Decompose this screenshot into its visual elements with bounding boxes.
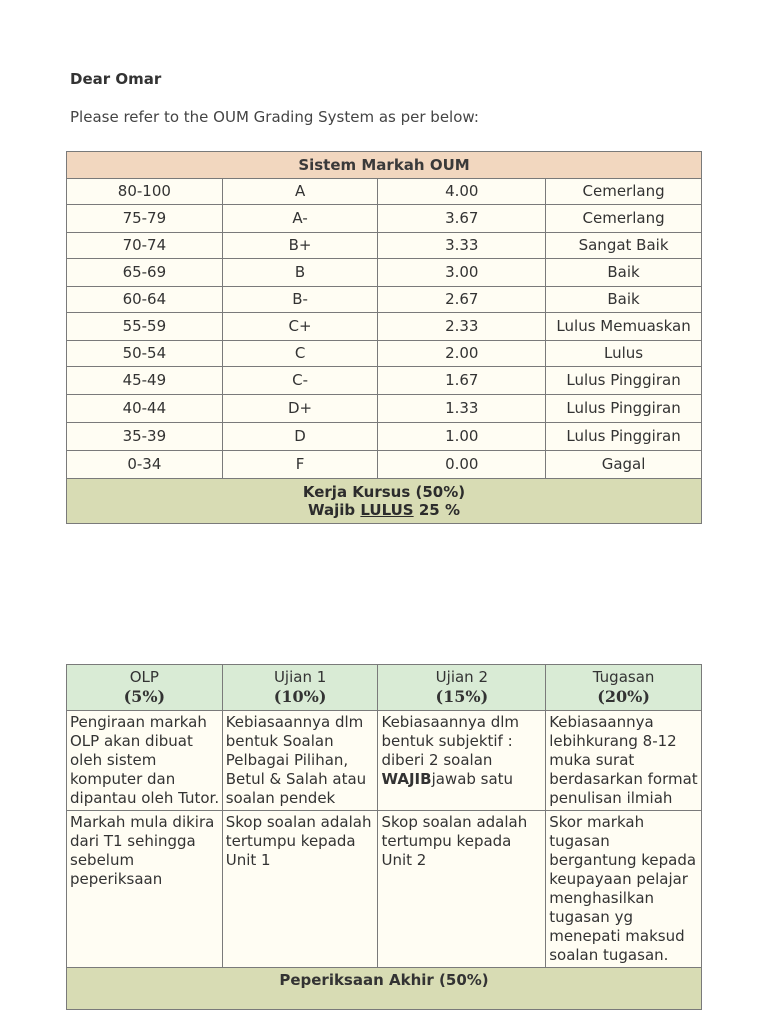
grade-point: 0.00 [378, 451, 546, 479]
grade: F [222, 451, 378, 479]
ujian-1-scope: Skop soalan adalah tertumpu kepada Unit 1 [222, 811, 378, 968]
grade: B+ [222, 233, 378, 259]
grading-table-header-row [67, 152, 702, 179]
grade: D [222, 423, 378, 451]
header-ujian-1 [222, 665, 378, 711]
mark-range: 60-64 [67, 287, 223, 313]
header-label: OLP [129, 668, 159, 686]
mark-range: 80-100 [67, 179, 223, 205]
grade-description: Lulus Memuaskan [546, 313, 702, 341]
grade-point: 1.67 [378, 367, 546, 395]
grade-point: 3.67 [378, 205, 546, 233]
header-label: Tugasan [592, 668, 655, 686]
ujian-2-scope: Skop soalan adalah tertumpu kepada Unit 2 [378, 811, 546, 968]
grade: C [222, 341, 378, 367]
grade-description: Lulus Pinggiran [546, 367, 702, 395]
mark-range: 40-44 [67, 395, 223, 423]
table-row [67, 811, 702, 968]
grade-point: 1.33 [378, 395, 546, 423]
lulus-label: LULUS [360, 501, 414, 519]
header-label: Ujian 1 [273, 668, 327, 686]
table-row [67, 205, 702, 233]
grade: B [222, 259, 378, 287]
header-percentage: (20%) [597, 687, 650, 706]
table-row [67, 341, 702, 367]
grade: D+ [222, 395, 378, 423]
table-row [67, 179, 702, 205]
wajib-emphasis: WAJIB [381, 770, 432, 788]
grade-point: 2.00 [378, 341, 546, 367]
mark-range: 65-69 [67, 259, 223, 287]
table-row [67, 287, 702, 313]
grade-description: Baik [546, 287, 702, 313]
table-row [67, 367, 702, 395]
ujian-2-text-end: jawab satu [431, 770, 514, 788]
grade-point: 3.00 [378, 259, 546, 287]
grade-point: 2.33 [378, 313, 546, 341]
grade-description: Cemerlang [546, 179, 702, 205]
header-percentage: (5%) [123, 687, 166, 706]
table-row [67, 313, 702, 341]
grade-point: 2.67 [378, 287, 546, 313]
table-row [67, 451, 702, 479]
ujian-2-description [378, 711, 546, 811]
header-tugasan [546, 665, 702, 711]
tugasan-description: Kebiasaannya lebihkurang 8-12 muka surat berdasarkan format penulisan ilmiah [546, 711, 702, 811]
table-row [67, 711, 702, 811]
grading-table-title: Sistem Markah OUM [67, 152, 702, 179]
grade: A [222, 179, 378, 205]
grading-table [66, 151, 702, 524]
grade-description: Cemerlang [546, 205, 702, 233]
grade-point: 3.33 [378, 233, 546, 259]
grade-description: Lulus Pinggiran [546, 395, 702, 423]
grade: C+ [222, 313, 378, 341]
grade-description: Lulus Pinggiran [546, 423, 702, 451]
mark-range: 75-79 [67, 205, 223, 233]
grade-description: Baik [546, 259, 702, 287]
grade: A- [222, 205, 378, 233]
greeting: Dear Omar [70, 70, 162, 88]
ujian-2-text: Kebiasaannya dlm bentuk subjektif : diberi 2 soalan [381, 713, 520, 769]
final-exam-label: Peperiksaan Akhir (50%) [67, 968, 702, 1010]
header-ujian-2 [378, 665, 546, 711]
header-percentage: (15%) [435, 687, 489, 706]
mark-range: 0-34 [67, 451, 223, 479]
ujian-1-description: Kebiasaannya dlm bentuk Soalan Pelbagai Pilihan, Betul & Salah atau soalan pendek [222, 711, 378, 811]
coursework-header-row [67, 665, 702, 711]
mark-range: 50-54 [67, 341, 223, 367]
mark-range: 55-59 [67, 313, 223, 341]
grade: B- [222, 287, 378, 313]
header-label: Ujian 2 [435, 668, 488, 686]
pass-percentage: 25 % [418, 501, 460, 519]
grade-description: Sangat Baik [546, 233, 702, 259]
header-percentage: (10%) [273, 687, 327, 706]
intro-text: Please refer to the OUM Grading System as per below: [70, 108, 479, 126]
grade-description: Lulus [546, 341, 702, 367]
table-row [67, 423, 702, 451]
pass-requirement [67, 501, 701, 519]
mark-range: 45-49 [67, 367, 223, 395]
olp-scope: Markah mula dikira dari T1 sehingga sebelum peperiksaan [67, 811, 223, 968]
table-row [67, 233, 702, 259]
tugasan-scope: Skor markah tugasan bergantung kepada keupayaan pelajar menghasilkan tugasan yg menepati maksud soalan tugasan. [546, 811, 702, 968]
header-olp [67, 665, 223, 711]
grade-description: Gagal [546, 451, 702, 479]
grade-point: 1.00 [378, 423, 546, 451]
coursework-summary [67, 479, 702, 524]
grade-point: 4.00 [378, 179, 546, 205]
coursework-weight: Kerja Kursus (50%) [302, 483, 466, 501]
table-row [67, 395, 702, 423]
coursework-summary-row [67, 479, 702, 524]
grade: C- [222, 367, 378, 395]
final-exam-row [67, 968, 702, 1010]
mark-range: 70-74 [67, 233, 223, 259]
olp-description: Pengiraan markah OLP akan dibuat oleh sistem komputer dan dipantau oleh Tutor. [67, 711, 223, 811]
coursework-table [66, 664, 702, 1010]
wajib-label: Wajib [308, 501, 356, 519]
mark-range: 35-39 [67, 423, 223, 451]
table-row [67, 259, 702, 287]
